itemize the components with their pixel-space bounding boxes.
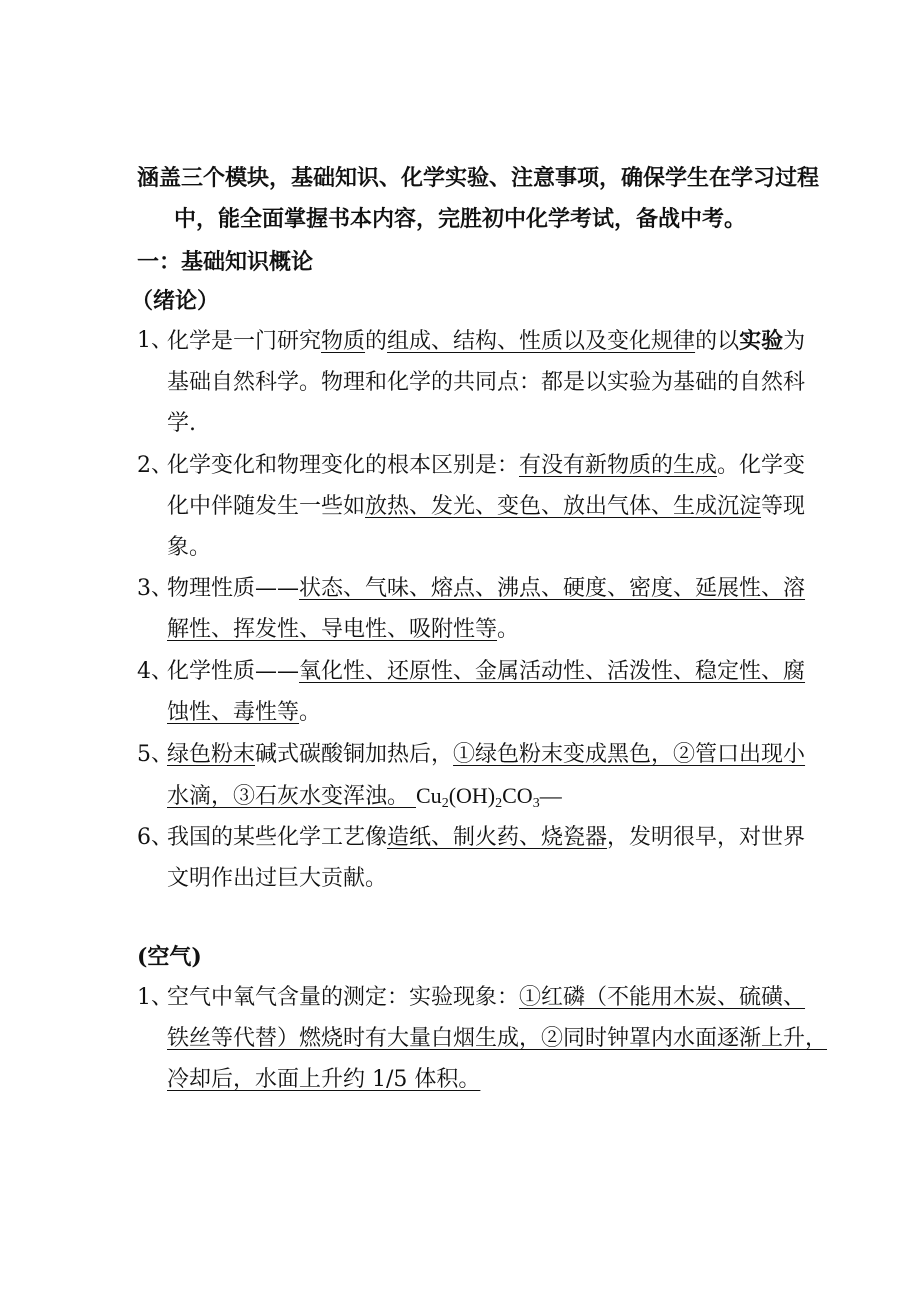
item-number: 1、: [137, 985, 173, 1010]
underlined-text: ①红磷（不能用木炭、硫磺、: [519, 985, 806, 1010]
text-segment: CO: [502, 783, 533, 808]
text-segment: (OH): [448, 783, 496, 808]
text-segment: 化学是一门研究: [167, 329, 322, 354]
underlined-text: 水滴，③石灰水变浑浊。: [167, 784, 416, 809]
underlined-text: 物质: [321, 329, 366, 354]
text-line: [167, 615, 519, 645]
text-segment: 2: [495, 796, 503, 811]
bold-text: 中，能全面掌握书本内容，完胜初中化学考试，备战中考。: [173, 206, 746, 232]
text-segment: 文明作出过巨大贡献。: [167, 866, 388, 891]
text-segment: Cu: [416, 783, 442, 808]
underlined-text: 冷却后，水面上升约 1/5 体积。: [167, 1067, 481, 1092]
item-number: 4、: [137, 659, 173, 684]
text-segment: 化学性质——: [167, 659, 300, 684]
underlined-text: ①绿色粉末变成黑色，②管口出现小: [453, 742, 806, 767]
bold-text: 一：基础知识概论: [137, 249, 314, 275]
text-segment: 。: [299, 700, 322, 725]
bold-text: 涵盖三个模块，基础知识、化学实验、注意事项，确保学生在学习过程: [137, 165, 820, 191]
text-segment: 3: [532, 796, 540, 811]
underlined-text: 蚀性、毒性等: [167, 700, 300, 725]
text-line: [167, 864, 387, 894]
text-segment: 为: [783, 329, 806, 354]
text-line: [167, 1065, 480, 1095]
text-line: [137, 942, 202, 972]
underlined-text: 铁丝等代替）燃烧时有大量白烟生成，②同时钟罩内水面逐渐上升，: [167, 1026, 828, 1051]
underlined-text: 有没有新物质的生成: [519, 453, 718, 478]
text-segment: 象。: [167, 535, 212, 560]
bold-text: 实验: [739, 328, 784, 354]
text-segment: 学.: [167, 411, 196, 436]
text-line: [167, 368, 806, 398]
text-segment: ，发明很早，对世界: [607, 825, 806, 850]
text-segment: 化中伴随发生一些如: [167, 494, 366, 519]
text-line: [167, 983, 806, 1013]
text-segment: 物理性质——: [167, 576, 300, 601]
underlined-text: 状态、气味、熔点、沸点、硬度、密度、延展性、溶: [299, 576, 806, 601]
text-line: [131, 286, 219, 316]
text-segment: 我国的某些化学工艺像: [167, 825, 388, 850]
underlined-text: 组成、结构、性质以及变化规律: [387, 329, 696, 354]
item-number: 6、: [137, 825, 173, 850]
text-line: [137, 247, 313, 277]
text-segment: 等现: [761, 494, 806, 519]
text-segment: 的以: [695, 329, 740, 354]
item-number: 1、: [137, 328, 173, 353]
bold-text: （绪论）: [131, 288, 220, 314]
text-segment: 。: [497, 617, 520, 642]
underlined-text: 放热、发光、变色、放出气体、生成沉淀: [365, 494, 762, 519]
text-line: [167, 533, 211, 563]
text-line: [167, 1024, 828, 1054]
text-line: [167, 326, 806, 356]
item-number: 2、: [137, 453, 173, 478]
text-segment: 化学变化和物理变化的根本区别是：: [167, 453, 520, 478]
text-segment: 2: [441, 796, 449, 811]
text-line: [167, 781, 562, 811]
underlined-text: 绿色粉末: [167, 742, 256, 767]
text-line: [167, 409, 196, 439]
text-line: [137, 204, 783, 234]
underlined-text: 解性、挥发性、导电性、吸附性等: [167, 617, 498, 642]
text-line: [167, 823, 806, 853]
underlined-text: 造纸、制火药、烧瓷器: [387, 825, 608, 850]
underlined-text: 氧化性、还原性、金属活动性、活泼性、稳定性、腐: [299, 659, 806, 684]
text-line: [167, 698, 321, 728]
text-segment: —: [539, 783, 562, 808]
item-number: 3、: [137, 576, 173, 601]
text-line: [137, 163, 820, 193]
bold-text: (空气): [137, 944, 202, 970]
text-segment: 的: [365, 329, 388, 354]
text-segment: 空气中氧气含量的测定：实验现象：: [167, 985, 520, 1010]
text-line: [167, 657, 806, 687]
text-line: [167, 574, 806, 604]
text-line: [167, 492, 806, 522]
text-segment: 碱式碳酸铜加热后，: [255, 742, 454, 767]
item-number: 5、: [137, 742, 173, 767]
text-segment: 基础自然科学。物理和化学的共同点：都是以实验为基础的自然科: [167, 370, 806, 395]
text-line: [167, 740, 806, 770]
text-line: [167, 451, 806, 481]
text-segment: 。化学变: [717, 453, 806, 478]
